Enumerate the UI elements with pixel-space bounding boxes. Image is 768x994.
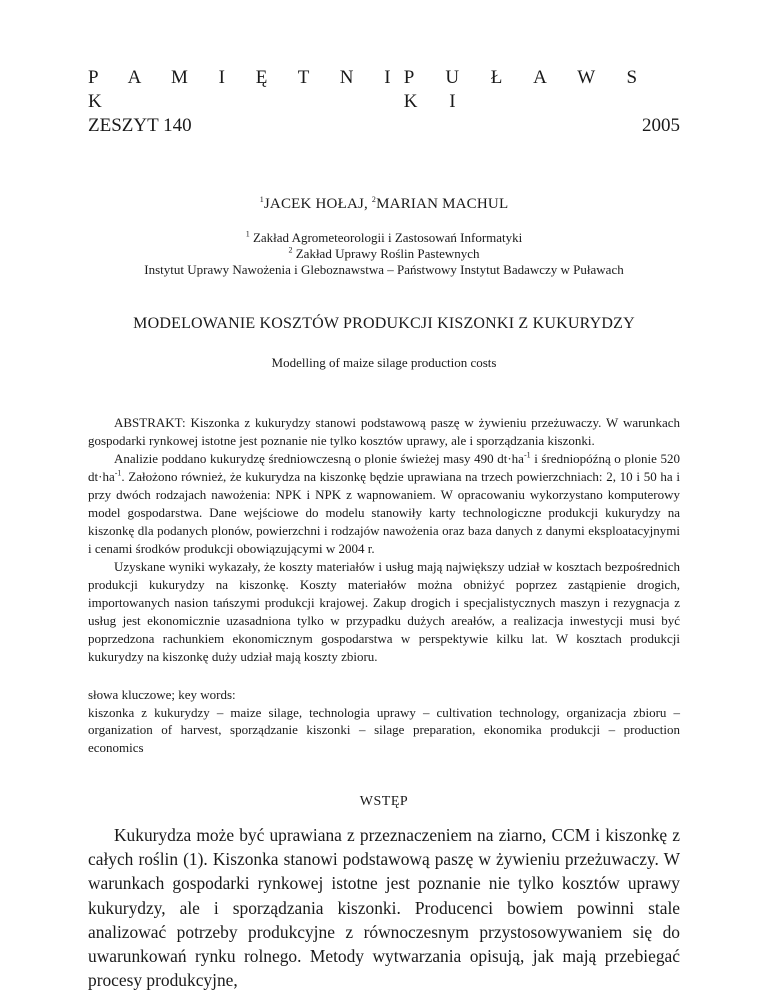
journal-year: 2005 <box>642 115 680 136</box>
affiliations <box>88 230 680 278</box>
journal-header <box>88 66 680 138</box>
journal-name-part1: P A M I Ę T N I K <box>88 67 404 112</box>
journal-issue: ZESZYT 140 <box>88 115 192 136</box>
journal-name-part2: P U Ł A W S K I <box>403 67 651 112</box>
keywords-text: kiszonka z kukurydzy – maize silage, technologia uprawy – cultivation technology, organizacja zbioru – organization of harvest, sporządzanie kiszonki – silage preparation, ekonomika produkcji – production economics <box>88 704 680 755</box>
paper-title: MODELOWANIE KOSZTÓW PRODUKCJI KISZONKI Z KUKURYDZY <box>133 315 635 332</box>
paper-subtitle: Modelling of maize silage production costs <box>271 355 497 370</box>
keywords <box>88 686 680 756</box>
author1-affiliation-marker: 1 <box>259 195 264 204</box>
affiliation-1-marker: 1 <box>245 229 250 239</box>
author2-name: MARIAN MACHUL <box>376 196 509 212</box>
affiliation-2: $^2$ Zakład Uprawy Roślin Pastewnych <box>288 245 480 261</box>
abstract <box>88 414 680 666</box>
abstract-paragraph-2: Analizie poddano kukurydzę średniowczesną o plonie świeżej masy 490 $dt\cdot ha^{-1}$ i średniopóźną o plonie 520 $dt\cdot ha^{-1}$. Założono również, że kukurydza na kiszonkę będzie uprawiana na trzech powierzchniach: 2, 10 i 50 ha i przy dwóch rodzajach nawożenia: NPK i NPK z wapnowaniem. W opracowaniu wykorzystano komputerowy model gospodarstwa. Dane wejściowe do modelu stanowiły karty technologiczne produkcji kukurydzy na kiszonkę dla podanych plonów, powierzchni i rodzajów nawożenia oraz baza danych z danymi eksploatacyjnymi i cenami środków produkcji obowiązującymi w 2004 r. <box>88 450 680 556</box>
author2-affiliation-marker: 2 <box>371 195 377 204</box>
section-heading: WSTĘP <box>359 794 409 809</box>
keywords-label: słowa kluczowe; key words: <box>88 687 236 702</box>
body-paragraph-1: Kukurydza może być uprawiana z przeznaczeniem na ziarno, CCM i kiszonkę z całych roślin (1). Kiszonka stanowi podstawową paszę w żywieniu przeżuwaczy. W warunkach gospodarki rynkowej istotne jest poznanie nie tylko kosztów uprawy kukurydzy, ale i sporządzania kiszonki. Producenci bowiem powinni stale analizować potrzeby produkcyjne z równoczesnym przystosowywaniem się do uwarunkowań rynku rolnego. Metody wytwarzania opisują, jak mają przebiegać procesy produkcyjne, <box>88 825 680 991</box>
affiliation-1: $^1$ Zakład Agrometeorologii i Zastosowań Informatyki <box>245 229 523 245</box>
body-text <box>88 823 680 992</box>
author1-name: JACEK HOŁAJ, <box>263 196 372 212</box>
abstract-paragraph-3: Uzyskane wyniki wykazały, że koszty materiałów i usług mają największy udział w kosztach bezpośrednich produkcji kukurydzy na kiszonkę. Koszty materiałów można obniżyć poprzez zastąpienie drogich, importowanych nasion tańszymi produkcji krajowej. Zakup drogich i specjalistycznych maszyn i rezygnacja z usług jest ekonomicznie uzasadniona tylko w przypadku dużych areałów, a realizacja inwestycji musi być poprzedzona rachunkiem ekonomicznym gospodarstwa w perspektywie kilku lat. W kosztach produkcji kukurydzy na kiszonkę duży udział mają koszty zbioru. <box>88 559 680 664</box>
affiliation-2-marker: 2 <box>288 245 293 255</box>
abstract-paragraph-1: ABSTRAKT: Kiszonka z kukurydzy stanowi podstawową paszę w żywieniu przeżuwaczy. W warunkach gospodarki rynkowej istotne jest poznanie nie tylko kosztów uprawy, ale i sporządzania kiszonki. <box>88 415 680 448</box>
authors-line <box>88 196 680 213</box>
institute: Instytut Uprawy Nawożenia i Gleboznawstwa – Państwowy Instytut Badawczy w Puławach <box>144 262 624 277</box>
